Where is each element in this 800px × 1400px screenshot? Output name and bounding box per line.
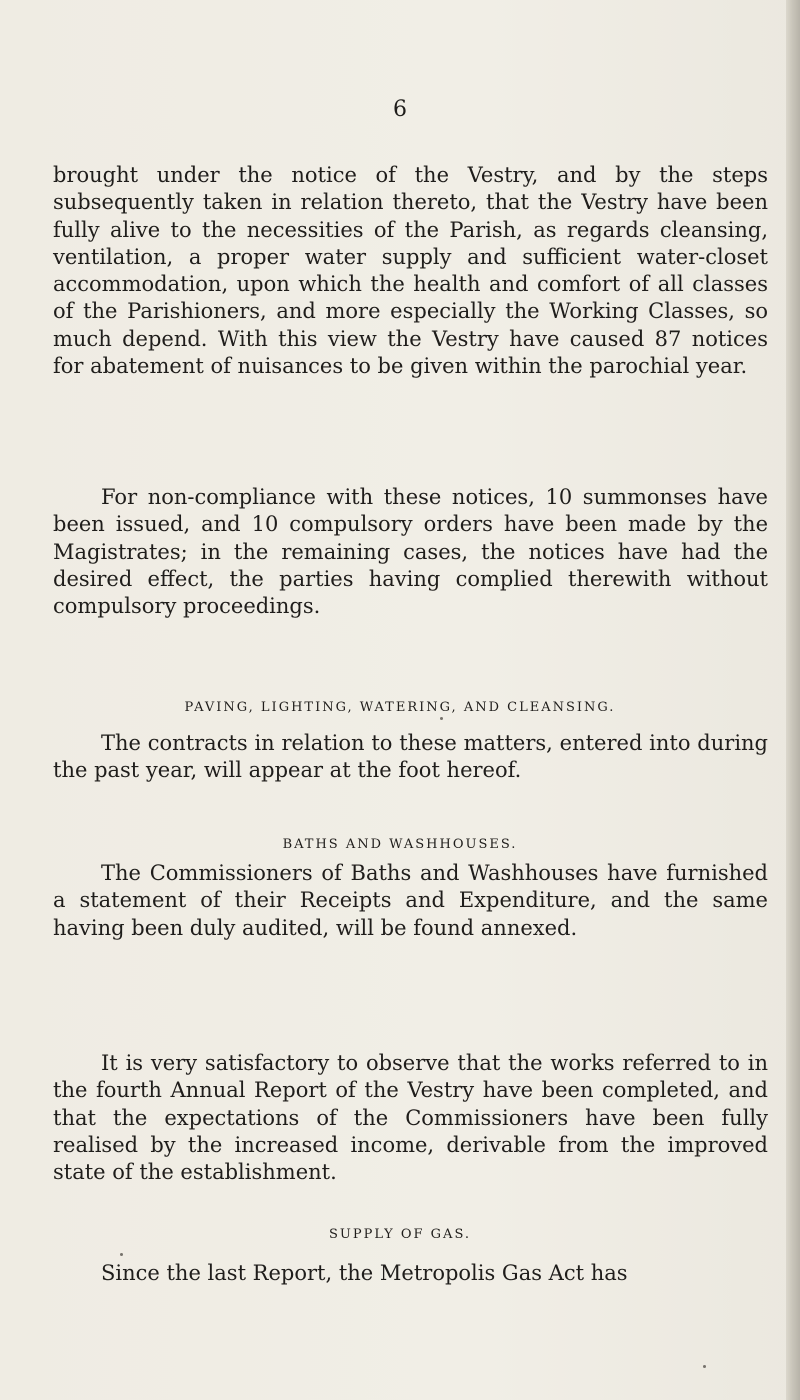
ink-speck (120, 1253, 123, 1256)
paragraph-summonses: For non-compliance with these notices, 10 summonses have been issued, and 10 compulsory orders have been made by the Magistrates; in the remaining cases, the notices have had the desired effect, the parties having complied therewith without compulsory proceedings. (53, 485, 768, 619)
ink-speck (703, 1365, 706, 1368)
heading-supply-of-gas: SUPPLY OF GAS. (328, 1227, 472, 1242)
page-edge-shadow (786, 0, 800, 1400)
paragraph-works-completed: It is very satisfactory to observe that the works referred to in the fourth Annual Report of the Vestry have been completed, and that the expectations of the Commissioners have been fully realised by the increased income, derivable from the improved state of the establishment. (53, 1051, 768, 1185)
heading-baths-washhouses: BATHS AND WASHHOUSES. (282, 837, 518, 852)
heading-paving-lighting: PAVING, LIGHTING, WATERING, AND CLEANSING. (184, 700, 616, 715)
ink-speck (440, 717, 443, 720)
paragraph-contracts: The contracts in relation to these matters, entered into during the past year, will appear at the foot hereof. (53, 731, 768, 783)
page-number: 6 (393, 97, 407, 122)
paragraph-nuisance-notices: brought under the notice of the Vestry, and by the steps subsequently taken in relation thereto, that the Vestry have been fully alive to the necessities of the Parish, as regards cleansing, ventilation, a proper water supply and sufficient water-closet accommodation, upon which the health and comfort of all classes of the Parishioners, and more especially the Working Classes, so much depend. With this view the Vestry have caused 87 notices for abatement of nuisances to be given within the parochial year. (53, 163, 768, 379)
paragraph-commissioners-statement: The Commissioners of Baths and Washhouses have furnished a statement of their Receipts and Expenditure, and the same having been duly audited, will be found annexed. (53, 861, 768, 940)
paragraph-gas-act: Since the last Report, the Metropolis Gas Act has (101, 1261, 628, 1285)
